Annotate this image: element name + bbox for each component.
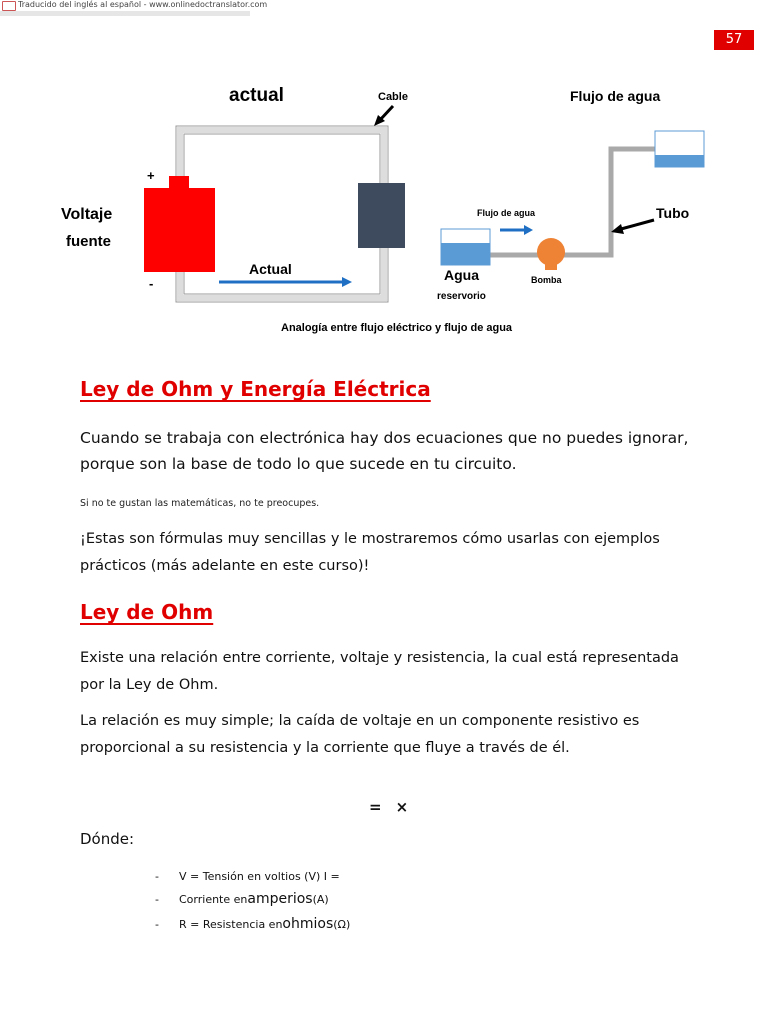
translator-banner[interactable]: Traducido del inglés al español - www.onlinedoctranslator.com: [18, 0, 268, 9]
reservoir-water: [441, 243, 490, 265]
circuit-title: actual: [229, 85, 284, 106]
load-block: [358, 183, 405, 248]
source-label: fuente: [66, 233, 111, 250]
tube-label: Tubo: [656, 205, 690, 221]
pump-label: Bomba: [531, 275, 562, 285]
list-dash: -: [155, 918, 159, 931]
water-flow-arrow-head: [524, 225, 533, 235]
cable-label: Cable: [378, 91, 408, 103]
translator-logo-icon: [2, 1, 16, 11]
water-flow-small-label: Flujo de agua: [477, 208, 536, 218]
definition-resistance: [155, 916, 350, 932]
definition-unit: amperios: [247, 891, 313, 907]
voltage-drop-paragraph: La relación es muy simple; la caída de voltaje en un componente resistivo es proporcional a su resistencia y la corriente que fluye a través de él.: [80, 713, 640, 756]
upper-tank-water: [655, 155, 704, 167]
equals-sign: =: [369, 798, 382, 816]
reservoir-label: reservorio: [437, 291, 486, 302]
definition-text: R = Resistencia en: [179, 918, 283, 931]
relation-paragraph: Existe una relación entre corriente, voltaje y resistencia, la cual está representada por la Ley de Ohm.: [80, 650, 679, 693]
where-label: Dónde:: [80, 830, 135, 848]
math-note: Si no te gustan las matemáticas, no te preocupes.: [80, 498, 320, 509]
water-title: Flujo de agua: [570, 88, 661, 104]
definition-symbol: (Ω): [333, 918, 351, 931]
intro-paragraph: Cuando se trabaja con electrónica hay dos ecuaciones que no puedes ignorar, porque son la base de todo lo que sucede en tu circuito.: [80, 429, 689, 473]
current-label: Actual: [249, 261, 292, 277]
current-arrow-head: [342, 277, 352, 287]
definition-unit: ohmios: [282, 916, 334, 932]
section-heading-ohm-energy: Ley de Ohm y Energía Eléctrica: [80, 377, 431, 401]
ohm-formula: [369, 798, 422, 816]
definition-current: [155, 891, 329, 907]
list-dash: -: [155, 893, 159, 906]
definition-text: V = Tensión en voltios (V) I =: [179, 870, 340, 883]
diagram-caption: Analogía entre flujo eléctrico y flujo de agua: [281, 322, 513, 334]
water-label: Agua: [444, 267, 479, 283]
list-dash: -: [155, 870, 159, 883]
water-pipe: [490, 149, 655, 255]
wire-top: [177, 127, 387, 133]
pump: [537, 238, 565, 266]
plus-sign: +: [147, 168, 155, 183]
definition-voltage: [155, 870, 340, 883]
section-heading-ohm-law: Ley de Ohm: [80, 600, 214, 624]
wire-bottom: [177, 295, 387, 301]
battery-terminal: [169, 176, 189, 190]
times-sign: ×: [395, 798, 409, 816]
cable-pointer: [380, 106, 393, 120]
minus-sign: -: [149, 276, 154, 291]
battery: [144, 188, 215, 272]
banner-bar: [0, 11, 250, 16]
formulas-paragraph: ¡Estas son fórmulas muy sencillas y le mostraremos cómo usarlas con ejemplos prácticos (más adelante en este curso)!: [80, 531, 660, 574]
definition-symbol: (A): [312, 893, 329, 906]
ohm-analogy-diagram: [0, 70, 768, 340]
definition-text: Corriente en: [179, 893, 248, 906]
voltage-label: Voltaje: [61, 206, 113, 223]
page-number: 57: [714, 30, 754, 50]
tube-pointer: [621, 220, 654, 229]
